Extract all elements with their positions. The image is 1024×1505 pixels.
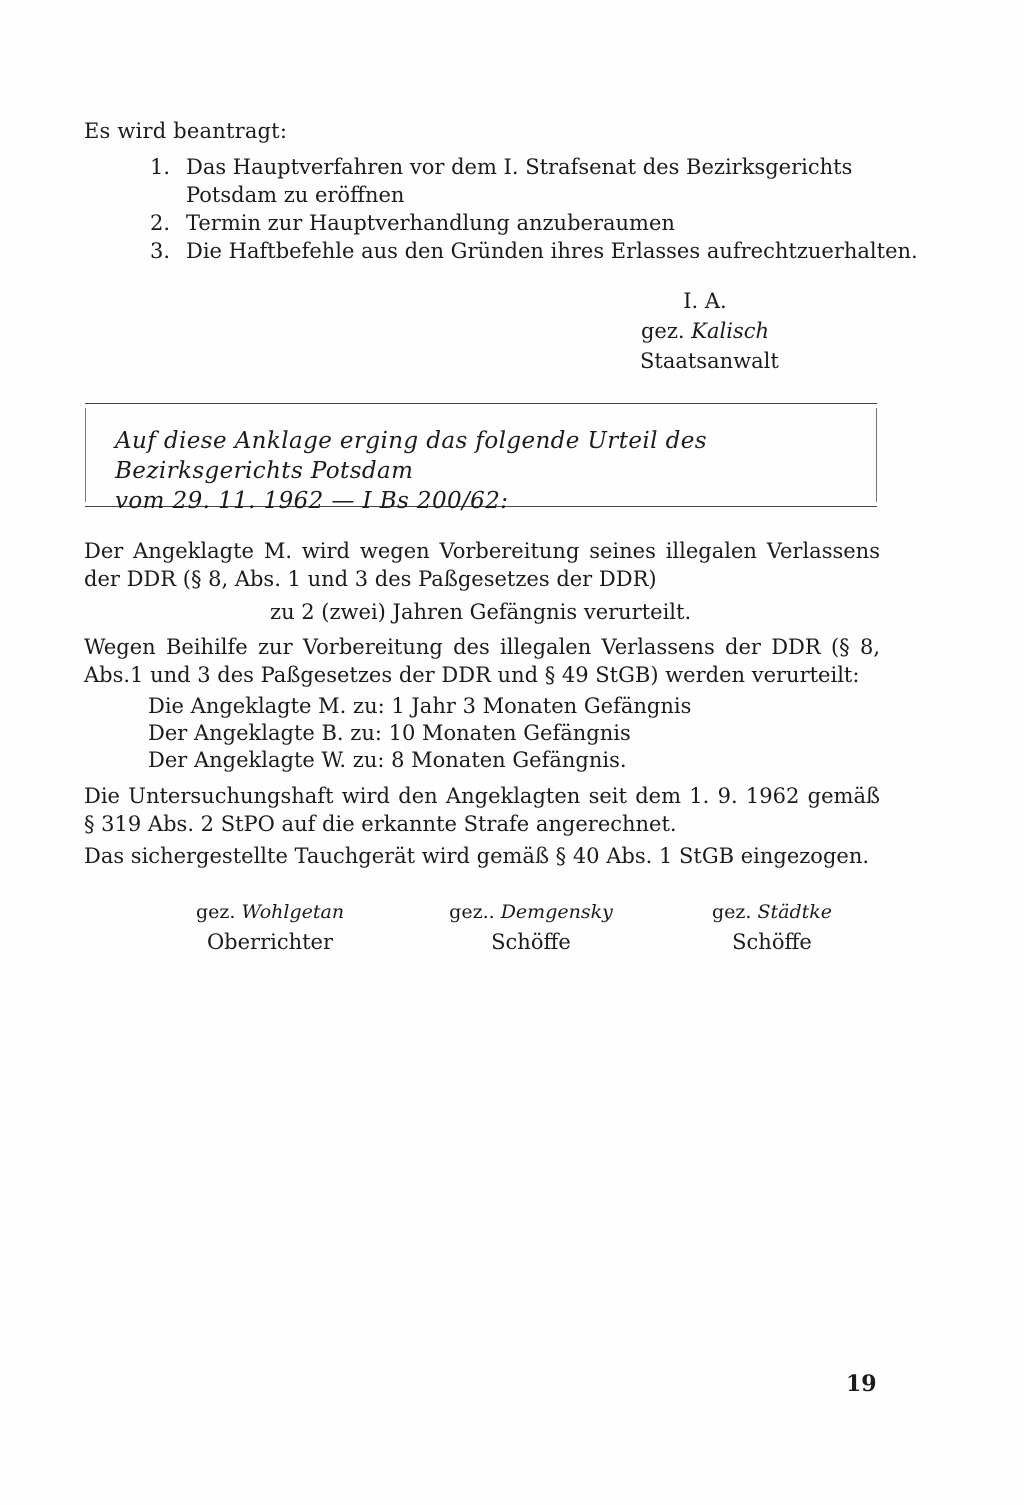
verdict-paragraph-1: Der Angeklagte M. wird wegen Vorbereitung seines illegalen Verlassens der DDR (§ 8, Abs. 1 und 3 des Paßgesetzes der DDR) [84, 539, 880, 591]
verdict-paragraph-4: Das sichergestellte Tauchgerät wird gemäß § 40 Abs. 1 StGB eingezogen. [84, 844, 870, 868]
sentence-line-3: Der Angeklagte W. zu: 8 Monaten Gefängnis. [148, 748, 627, 772]
verdict-paragraph-3: Die Untersuchungshaft wird den Angeklagten seit dem 1. 9. 1962 gemäß § 319 Abs. 2 StPO auf die erkannte Strafe angerechnet. [84, 784, 880, 836]
motion-number: 1. [150, 155, 171, 179]
signer-lay-judge-1 [431, 897, 631, 957]
verdict-sentence: zu 2 (zwei) Jahren Gefängnis verurteilt. [270, 600, 692, 624]
signature-name-line [640, 316, 770, 346]
signer-name: Städtke [757, 901, 833, 923]
motion-text: Die Haftbefehle aus den Gründen ihres Erlasses aufrechtzuerhalten. [186, 239, 918, 263]
sentence-line-1: Die Angeklagte M. zu: 1 Jahr 3 Monaten Gefängnis [148, 694, 692, 718]
gez-label: gez.. [449, 901, 495, 923]
sentence-line-2: Der Angeklagte B. zu: 10 Monaten Gefängnis [148, 721, 631, 745]
motion-intro: Es wird beantragt: [84, 119, 288, 143]
signature-prefix: I. A. [683, 289, 727, 313]
signer-name-line [170, 897, 370, 927]
motion-text: Das Hauptverfahren vor dem I. Strafsenat des Bezirksgerichts Potsdam zu eröffnen [186, 155, 853, 207]
gez-label: gez. [711, 901, 752, 923]
motion-number: 3. [150, 239, 171, 263]
motion-item-3 [150, 237, 918, 265]
judgment-notice-text [115, 426, 855, 516]
signer-role: Schöffe [732, 930, 812, 954]
signer-name-line [431, 897, 631, 927]
prosecutor-title: Staatsanwalt [640, 349, 779, 373]
signer-name: Demgensky [500, 901, 613, 923]
verdict-paragraph-2: Wegen Beihilfe zur Vorbereitung des illegalen Verlassens der DDR (§ 8, Abs.1 und 3 des Paßgesetzes der DDR und § 49 StGB) werden verurteilt: [84, 635, 880, 687]
page-number: 19 [846, 1371, 877, 1397]
gez-label: gez. [640, 319, 685, 343]
notice-line-2: vom 29. 11. 1962 — I Bs 200/62: [115, 488, 509, 514]
prosecutor-name: Kalisch [691, 319, 770, 343]
signer-lay-judge-2 [672, 897, 872, 957]
signer-role: Schöffe [491, 930, 571, 954]
motion-item-1 [150, 153, 880, 209]
signer-name-line [672, 897, 872, 927]
motion-item-2 [150, 209, 675, 237]
signer-name: Wohlgetan [241, 901, 345, 923]
signer-presiding-judge [170, 897, 370, 957]
motion-number: 2. [150, 211, 171, 235]
judgment-notice-box [85, 403, 877, 514]
motion-text: Termin zur Hauptverhandlung anzuberaumen [186, 211, 675, 235]
gez-label: gez. [195, 901, 236, 923]
prosecutor-signature [640, 286, 779, 376]
signer-role: Oberrichter [206, 930, 334, 954]
notice-line-1: Auf diese Anklage erging das folgende Urteil des Bezirksgerichts Potsdam [115, 428, 707, 484]
